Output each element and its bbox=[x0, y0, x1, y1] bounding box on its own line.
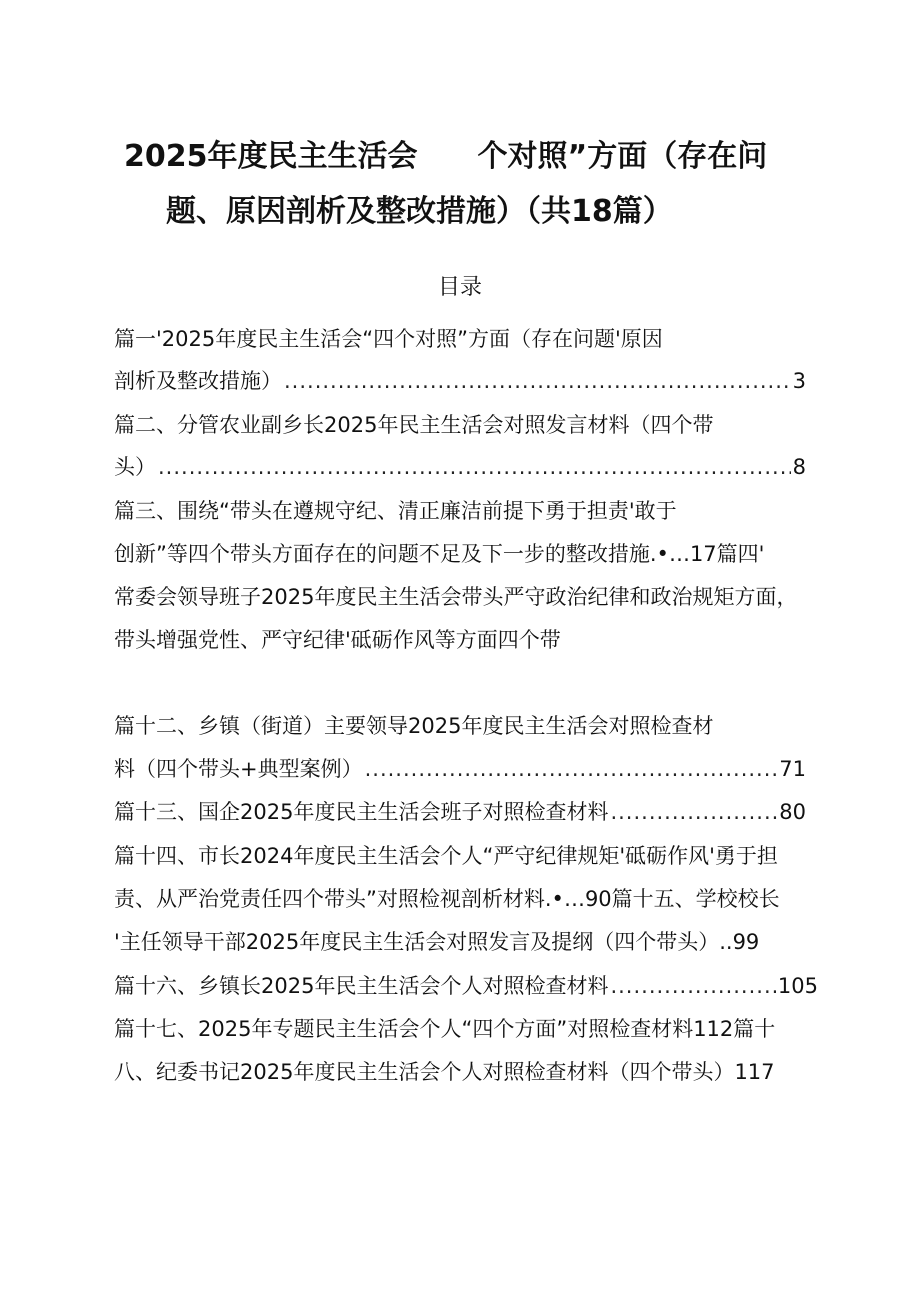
toc-entry-13-text: 篇十三、国企2025年度民主生活会班子对照检查材料 bbox=[114, 800, 609, 824]
toc-dot-leader bbox=[365, 759, 778, 780]
toc-entry-1-line-1[interactable]: 篇一'2025年度民主生活会“四个对照”方面（存在问题'原因 bbox=[114, 327, 663, 351]
toc-entry-12[interactable] bbox=[114, 759, 806, 780]
toc-line-18[interactable]: 八、纪委书记2025年度民主生活会个人对照检查材料（四个带头）117 bbox=[114, 1060, 775, 1084]
toc-line-15[interactable]: '主任领导干部2025年度民主生活会对照发言及提纲（四个带头）..99 bbox=[114, 930, 760, 954]
toc-dot-leader bbox=[610, 976, 775, 997]
toc-entry-16-page: 105 bbox=[777, 974, 818, 998]
toc-entry-2-text: 头） bbox=[114, 455, 156, 479]
toc-dot-leader bbox=[610, 802, 777, 823]
toc-entry-1-page: 3 bbox=[792, 369, 806, 393]
toc-line-14b[interactable]: 责、从严治党责任四个带头”对照检视剖析材料.•…90篇十五、学校校长 bbox=[114, 887, 780, 911]
toc-entry-2-line-1[interactable]: 篇二、分管农业副乡长2025年民主生活会对照发言材料（四个带 bbox=[114, 413, 714, 437]
toc-entry-12-page: 71 bbox=[779, 757, 806, 781]
toc-line-14a[interactable]: 篇十四、市长2024年度民主生活会个人“严守纪律规矩'砥砺作风'勇于担 bbox=[114, 844, 778, 868]
document-title-line-1: 2025年度民主生活会 个对照”方面（存在问 bbox=[124, 139, 768, 174]
toc-line-17[interactable]: 篇十七、2025年专题民主生活会个人“四个方面”对照检查材料112篇十 bbox=[114, 1017, 776, 1041]
toc-entry-1[interactable] bbox=[114, 371, 806, 392]
toc-line-5[interactable]: 常委会领导班子2025年度民主生活会带头严守政治纪律和政治规矩方面， bbox=[114, 585, 798, 609]
toc-line-3[interactable]: 篇三、围绕“带头在遵规守纪、清正廉洁前提下勇于担责'敢于 bbox=[114, 499, 677, 523]
toc-dot-leader bbox=[158, 457, 791, 478]
toc-entry-2-page: 8 bbox=[792, 455, 806, 479]
toc-entry-2[interactable] bbox=[114, 457, 806, 478]
toc-entry-16[interactable] bbox=[114, 976, 818, 997]
toc-entry-13-page: 80 bbox=[779, 800, 806, 824]
toc-entry-16-text: 篇十六、乡镇长2025年民主生活会个人对照检查材料 bbox=[114, 974, 609, 998]
toc-line-6[interactable]: 带头增强党性、严守纪律'砥砺作风等方面四个带 bbox=[114, 628, 561, 652]
toc-entry-13[interactable] bbox=[114, 802, 806, 823]
toc-line-4[interactable]: 创新”等四个带头方面存在的问题不足及下一步的整改措施.•…17篇四' bbox=[114, 542, 765, 566]
toc-heading: 目录 bbox=[437, 275, 482, 300]
toc-entry-12-text: 料（四个带头+典型案例） bbox=[114, 757, 363, 781]
toc-entry-12-line-1[interactable]: 篇十二、乡镇（街道）主要领导2025年度民主生活会对照检查材 bbox=[114, 714, 714, 738]
document-title-line-2: 题、原因剖析及整改措施）（共18篇） bbox=[166, 194, 673, 229]
toc-entry-1-text: 剖析及整改措施） bbox=[114, 369, 282, 393]
toc-dot-leader bbox=[284, 371, 791, 392]
